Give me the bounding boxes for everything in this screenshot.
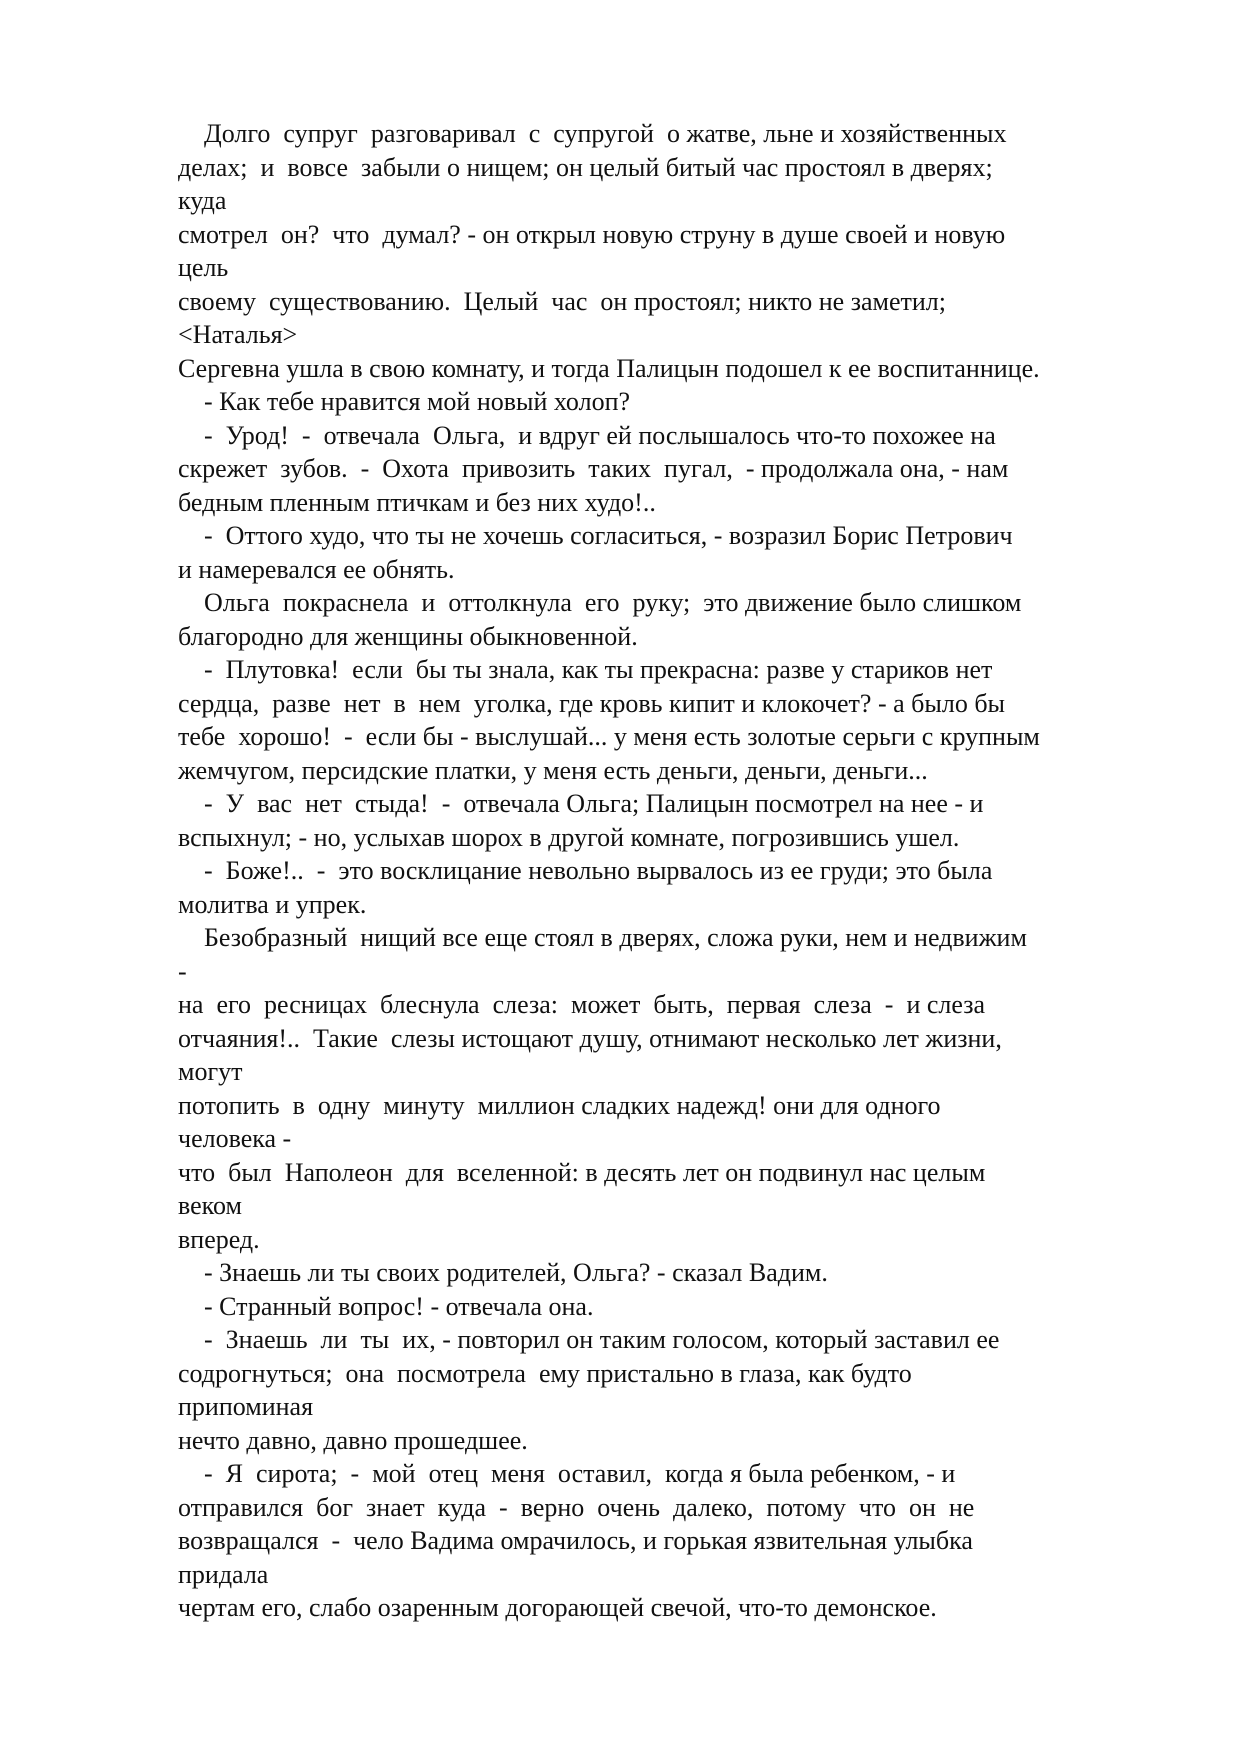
text-line: молитва и упрек. <box>178 889 367 919</box>
text-line: тебе хорошо! - если бы - выслушай... у меня есть золотые серьги с крупным <box>178 722 1040 751</box>
text-line: отчаяния!.. Такие слезы истощают душу, отнимают несколько лет жизни, <box>178 1023 1002 1053</box>
text-line: на его ресницах блеснула слеза: может быть, первая слеза - и слеза <box>178 990 986 1019</box>
text-line: делах; и вовсе забыли о нищем; он целый битый час простоял в дверях; <box>178 152 993 182</box>
text-line: - Как тебе нравится мой новый холоп? <box>178 387 631 416</box>
text-line: содрогнуться; она посмотрела ему пристально в глаза, как будто <box>178 1358 912 1388</box>
text-line: вперед. <box>178 1224 260 1254</box>
text-line: жемчугом, персидские платки, у меня есть деньги, деньги, деньги... <box>178 755 928 785</box>
text-line: - Боже!.. - это восклицание невольно вырвалось из ее груди; это была <box>178 856 993 885</box>
text-line: придала <box>178 1559 269 1589</box>
text-line: своему существованию. Целый час он простоял; никто не заметил; <box>178 286 946 316</box>
text-line: - Плутовка! если бы ты знала, как ты прекрасна: разве у стариков нет <box>178 655 993 684</box>
text-line: отправился бог знает куда - верно очень далеко, потому что он не <box>178 1492 975 1522</box>
document-body <box>178 117 1178 1625</box>
text-line: припоминая <box>178 1392 314 1421</box>
text-line: и намеревался ее обнять. <box>178 554 455 584</box>
text-line: цель <box>178 253 229 282</box>
text-line: благородно для женщины обыкновенной. <box>178 621 638 651</box>
text-line: - Знаешь ли ты своих родителей, Ольга? - сказал Вадим. <box>178 1258 828 1287</box>
text-line: - <box>178 956 187 986</box>
text-line: Ольга покраснела и оттолкнула его руку; это движение было слишком <box>178 588 1022 617</box>
text-line: - Знаешь ли ты их, - повторил он таким голосом, который заставил ее <box>178 1325 1000 1354</box>
text-line: что был Наполеон для вселенной: в десять лет он подвинул нас целым <box>178 1157 986 1187</box>
text-line: - Урод! - отвечала Ольга, и вдруг ей послышалось что-то похожее на <box>178 420 996 450</box>
text-line: возвращался - чело Вадима омрачилось, и горькая язвительная улыбка <box>178 1526 973 1555</box>
text-line: - Странный вопрос! - отвечала она. <box>178 1291 594 1321</box>
text-line: бедным пленным птичкам и без них худо!.. <box>178 487 656 517</box>
text-line: Сергевна ушла в свою комнату, и тогда Палицын подошел к ее воспитаннице. <box>178 353 1040 383</box>
text-line: - У вас нет стыда! - отвечала Ольга; Палицын посмотрел на нее - и <box>178 789 984 818</box>
text-line: - Я сирота; - мой отец меня оставил, когда я была ребенком, - и <box>178 1459 956 1488</box>
text-line: человека - <box>178 1124 292 1153</box>
text-line: - Оттого худо, что ты не хочешь согласиться, - возразил Борис Петрович <box>178 521 1013 550</box>
text-line: куда <box>178 186 227 215</box>
text-line: смотрел он? что думал? - он открыл новую струну в душе своей и новую <box>178 219 1006 249</box>
text-line: веком <box>178 1191 242 1220</box>
text-line: могут <box>178 1057 243 1086</box>
text-line: скрежет зубов. - Охота привозить таких пугал, - продолжала она, - нам <box>178 454 1009 483</box>
text-line: сердца, разве нет в нем уголка, где кровь кипит и клокочет? - а было бы <box>178 688 1006 718</box>
text-line: Безобразный нищий все еще стоял в дверях, сложа руки, нем и недвижим <box>178 923 1027 952</box>
text-line: вспыхнул; - но, услыхав шорох в другой комнате, погрозившись ушел. <box>178 822 960 852</box>
text-line: потопить в одну минуту миллион сладких надежд! они для одного <box>178 1090 941 1120</box>
text-line: Долго супруг разговаривал с супругой о жатве, льне и хозяйственных <box>178 119 1007 148</box>
text-line: нечто давно, давно прошедшее. <box>178 1425 528 1455</box>
text-line: чертам его, слабо озаренным догорающей свечой, что-то демонское. <box>178 1593 937 1622</box>
text-line: <Наталья> <box>178 320 298 349</box>
